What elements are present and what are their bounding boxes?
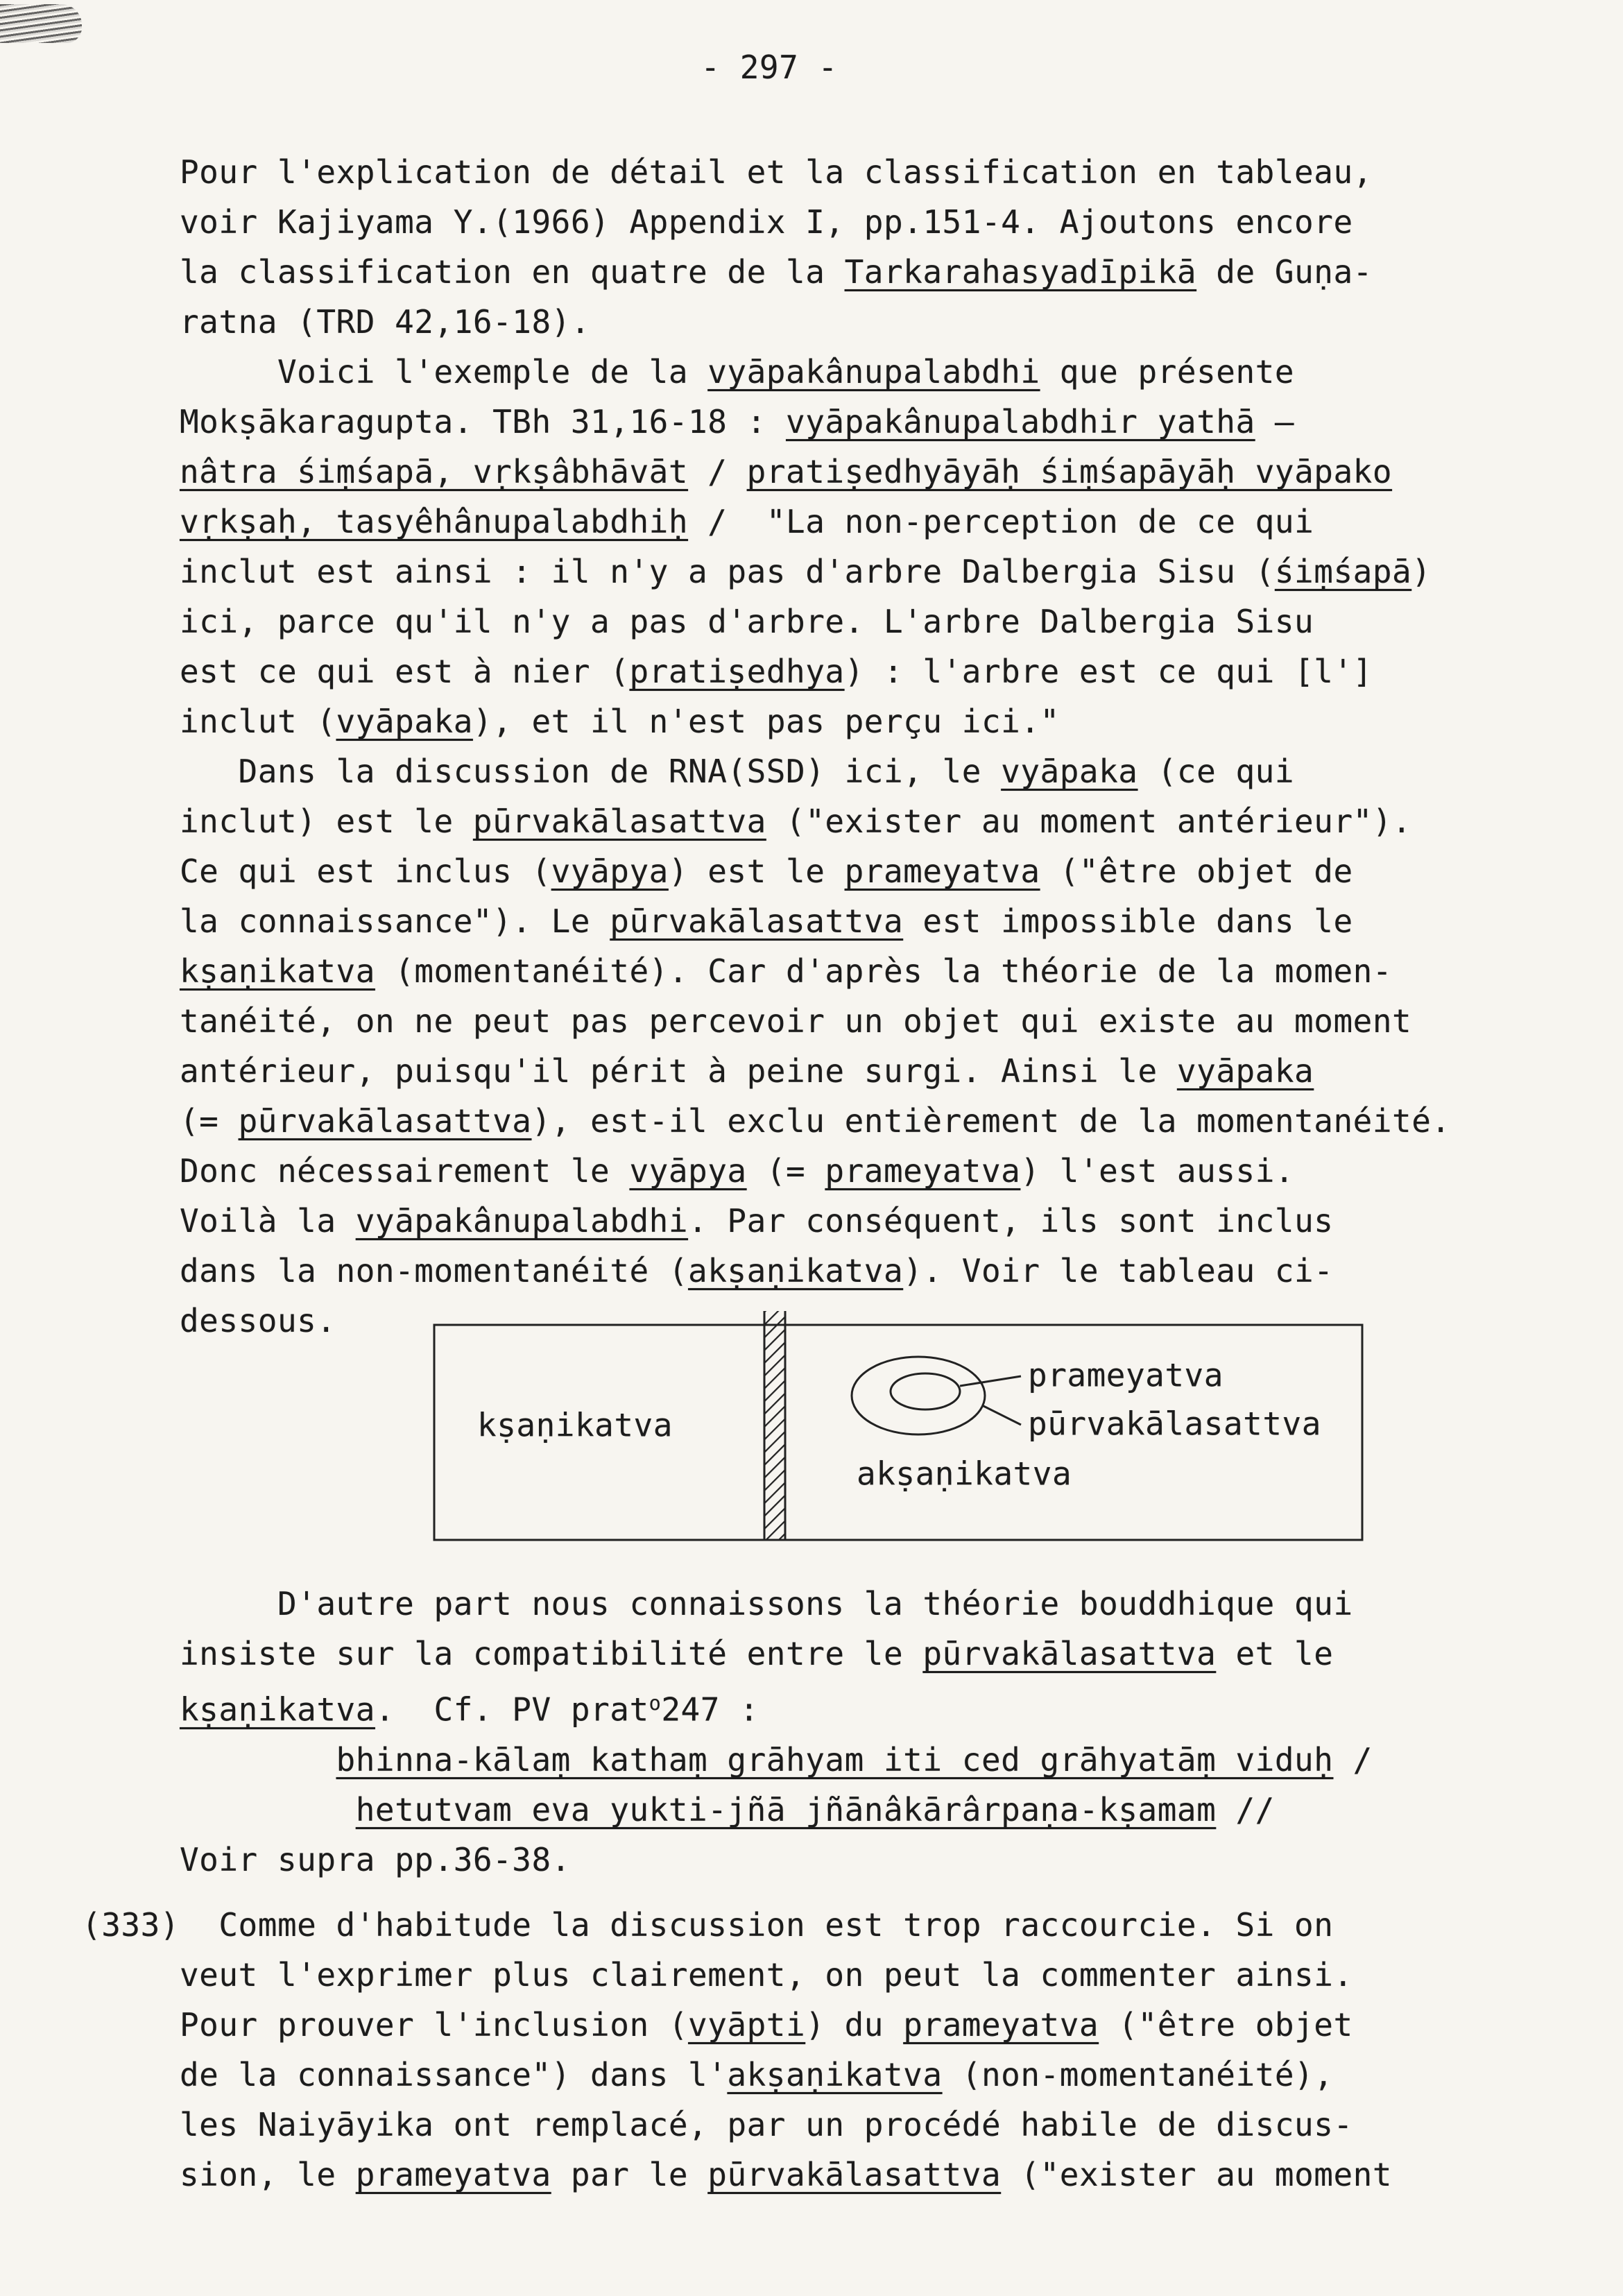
- underlined-term: akṣaṇikatva: [727, 2055, 943, 2093]
- diagram-canvas: [433, 1311, 1364, 1555]
- underlined-term: vyāpakânupalabdhir yathā: [786, 403, 1255, 440]
- leader-line-bottom: [982, 1405, 1021, 1425]
- text-line: [82, 1835, 1392, 1885]
- text-run: ) est le: [668, 853, 845, 890]
- text-line: [82, 1629, 1392, 1679]
- underlined-term: pūrvakālasattva: [610, 902, 904, 940]
- diagram-label-purvakalasattva: pūrvakālasattva: [1028, 1405, 1321, 1443]
- text-run: est impossible dans le: [903, 902, 1353, 940]
- underlined-term: vyāpaka: [1176, 1052, 1314, 1090]
- text-run: ("être objet: [1099, 2005, 1353, 2044]
- diagram-label-prameyatva: prameyatva: [1028, 1356, 1223, 1394]
- text-run: dessous.: [82, 1302, 336, 1339]
- text-run: ("exister au moment antérieur").: [766, 803, 1412, 840]
- text-run: . Par conséquent, ils sont inclus: [688, 1202, 1334, 1240]
- text-run: /: [688, 453, 747, 490]
- underlined-term: vṛkṣaḥ, tasyêhânupalabdhiḥ: [179, 503, 689, 540]
- text-run: ici, parce qu'il n'y a pas d'arbre. L'arbre Dalbergia Sisu: [82, 603, 1314, 640]
- outer-ellipse: [852, 1357, 985, 1434]
- text-run: veut l'exprimer plus clairement, on peut la commenter ainsi.: [82, 1955, 1353, 1994]
- underlined-term: kṣaṇikatva: [179, 952, 375, 990]
- text-line: [82, 946, 1451, 996]
- text-run: sion, le: [82, 2155, 356, 2193]
- underlined-term: pūrvakālasattva: [238, 1102, 532, 1140]
- diagram-label-aksanikatva: akṣaṇikatva: [857, 1455, 1072, 1493]
- inclusion-diagram: [433, 1311, 1364, 1555]
- underlined-term: hetutvam eva yukti-jñā jñānâkārârpaṇa-kṣamam: [355, 1790, 1217, 1828]
- text-run: [82, 952, 180, 990]
- text-run: la connaissance"). Le: [82, 902, 610, 940]
- text-line: [82, 1679, 1392, 1735]
- text-line: [82, 2100, 1392, 2150]
- text-run: [82, 503, 180, 540]
- text-run: voir Kajiyama Y.(1966) Appendix I, pp.151-4. Ajoutons encore: [82, 203, 1353, 241]
- text-run: [82, 1691, 180, 1729]
- text-run: (=: [82, 1102, 239, 1140]
- underlined-term: kṣaṇikatva: [179, 1690, 375, 1729]
- text-block-1: [82, 147, 1451, 1346]
- underlined-term: vyāpakânupalabdhi: [707, 353, 1040, 391]
- text-run: ratna (TRD 42,16-18).: [82, 303, 591, 341]
- underlined-term: pūrvakālasattva: [922, 1635, 1217, 1672]
- text-run: insiste sur la compatibilité entre le: [82, 1635, 923, 1672]
- text-line: [82, 247, 1451, 297]
- text-run: Dans la discussion de RNA(SSD) ici, le: [82, 753, 1002, 790]
- text-line: [82, 2000, 1392, 2050]
- text-line: [82, 1579, 1392, 1629]
- underlined-term: akṣaṇikatva: [688, 1252, 904, 1290]
- text-run: ("exister au moment: [1001, 2155, 1393, 2193]
- text-run: ). Voir le tableau ci-: [903, 1252, 1334, 1290]
- text-run: ) du: [805, 2005, 904, 2044]
- text-run: et le: [1216, 1635, 1334, 1672]
- text-run: inclut est ainsi : il n'y a pas d'arbre Dalbergia Sisu (: [82, 553, 1275, 590]
- underlined-term: pratiṣedhya: [629, 653, 845, 690]
- diagram-left-label: kṣaṇikatva: [477, 1406, 673, 1444]
- text-line: [82, 1246, 1451, 1296]
- underlined-term: Tarkarahasyadīpikā: [844, 253, 1197, 291]
- text-run: Pour prouver l'inclusion (: [82, 2005, 689, 2044]
- text-run: (non-momentanéité),: [942, 2055, 1334, 2093]
- text-run: [82, 453, 180, 490]
- text-run: que présente: [1040, 353, 1295, 391]
- text-line: [82, 597, 1451, 646]
- text-line: [82, 197, 1451, 247]
- text-line: [82, 696, 1451, 746]
- text-run: ("être objet de: [1040, 853, 1353, 890]
- text-line: [82, 1900, 1392, 1950]
- underlined-term: prameyatva: [844, 853, 1040, 890]
- inner-ellipse: [891, 1373, 960, 1410]
- hatched-divider: [764, 1311, 785, 1540]
- underlined-term: prameyatva: [903, 2005, 1099, 2044]
- text-line: [82, 1096, 1451, 1146]
- text-run: Voir supra pp.36-38.: [82, 1840, 571, 1878]
- text-line: [82, 347, 1451, 397]
- text-run: Voici l'exemple de la: [82, 353, 708, 391]
- text-run: Pour l'explication de détail et la classification en tableau,: [82, 153, 1373, 191]
- text-run: ), et il n'est pas perçu ici.": [472, 703, 1060, 740]
- text-run: Voilà la: [82, 1202, 356, 1240]
- text-run: / "La non-perception de ce qui: [688, 503, 1314, 540]
- text-line: [82, 397, 1451, 447]
- underlined-term: vyāpya: [629, 1152, 747, 1190]
- text-run: D'autre part nous connaissons la théorie bouddhique qui: [82, 1585, 1353, 1622]
- underlined-term: vyāpakânupalabdhi: [355, 1202, 689, 1240]
- text-line: [82, 646, 1451, 696]
- text-run: (momentanéité). Car d'après la théorie de la momen-: [375, 952, 1393, 990]
- text-line: [82, 497, 1451, 547]
- text-run: o: [649, 1692, 662, 1715]
- text-run: —: [1255, 403, 1295, 440]
- text-run: [82, 1741, 336, 1779]
- text-run: Donc nécessairement le: [82, 1152, 630, 1190]
- text-run: (333) Comme d'habitude la discussion est trop raccourcie. Si on: [82, 1905, 1334, 1944]
- underlined-term: vyāpya: [551, 853, 669, 890]
- text-run: ) : l'arbre est ce qui [l']: [844, 653, 1373, 690]
- underlined-term: vyāpaka: [336, 703, 473, 740]
- underlined-term: śiṃśapā: [1274, 553, 1412, 590]
- text-run: ), est-il exclu entièrement de la momentanéité.: [531, 1102, 1451, 1140]
- text-line: [82, 1196, 1451, 1246]
- leader-line-top: [960, 1376, 1021, 1386]
- text-line: [82, 1735, 1392, 1785]
- text-line: [82, 2050, 1392, 2100]
- text-line: [82, 746, 1451, 796]
- text-line: [82, 547, 1451, 597]
- underlined-term: bhinna-kālaṃ kathaṃ grāhyam iti ced grāhyatāṃ viduḥ: [336, 1740, 1334, 1779]
- text-line: [82, 1950, 1392, 2000]
- page-number: - 297 -: [701, 49, 838, 86]
- text-run: de Guṇa-: [1196, 253, 1373, 291]
- underlined-term: pratiṣedhyāyāḥ śiṃśapāyāḥ vyāpako: [746, 453, 1393, 490]
- text-run: inclut (: [82, 703, 336, 740]
- text-line: [82, 1785, 1392, 1835]
- text-run: antérieur, puisqu'il périt à peine surgi. Ainsi le: [82, 1052, 1177, 1090]
- text-run: par le: [551, 2155, 708, 2193]
- text-line: [82, 996, 1451, 1046]
- text-line: [82, 147, 1451, 197]
- text-line: [82, 1146, 1451, 1196]
- text-line: [82, 447, 1451, 497]
- underlined-term: pūrvakālasattva: [472, 803, 766, 840]
- text-line: [82, 796, 1451, 846]
- text-run: dans la non-momentanéité (: [82, 1252, 689, 1290]
- text-run: 247 :: [661, 1690, 759, 1729]
- text-run: Mokṣākaragupta. TBh 31,16-18 :: [82, 403, 786, 440]
- text-run: ) l'est aussi.: [1020, 1152, 1295, 1190]
- underlined-term: nâtra śiṃśapā, vṛkṣâbhāvāt: [179, 453, 689, 490]
- text-run: Ce qui est inclus (: [82, 853, 551, 890]
- underlined-term: vyāpti: [688, 2005, 806, 2044]
- underlined-term: prameyatva: [825, 1152, 1021, 1190]
- text-run: de la connaissance") dans l': [82, 2055, 728, 2093]
- text-run: (ce qui: [1137, 753, 1295, 790]
- text-run: inclut) est le: [82, 803, 473, 840]
- text-run: les Naiyāyika ont remplacé, par un procédé habile de discus-: [82, 2105, 1353, 2143]
- text-run: //: [1216, 1790, 1275, 1828]
- text-line: [82, 297, 1451, 347]
- text-run: tanéité, on ne peut pas percevoir un objet qui existe au moment: [82, 1002, 1412, 1040]
- underlined-term: pūrvakālasattva: [707, 2155, 1002, 2193]
- text-line: [82, 2150, 1392, 2200]
- text-line: [82, 846, 1451, 896]
- text-run: est ce qui est à nier (: [82, 653, 630, 690]
- scan-artifact: [0, 4, 82, 43]
- underlined-term: prameyatva: [355, 2155, 551, 2193]
- text-run: la classification en quatre de la: [82, 253, 845, 291]
- text-run: ): [1411, 553, 1432, 590]
- text-run: (=: [746, 1152, 825, 1190]
- text-run: /: [1333, 1740, 1373, 1779]
- text-run: . Cf. PV prat: [375, 1690, 649, 1729]
- underlined-term: vyāpaka: [1001, 753, 1138, 790]
- text-line: [82, 896, 1451, 946]
- text-line: [82, 1046, 1451, 1096]
- text-run: [82, 1791, 356, 1828]
- text-block-2: [82, 1579, 1392, 2200]
